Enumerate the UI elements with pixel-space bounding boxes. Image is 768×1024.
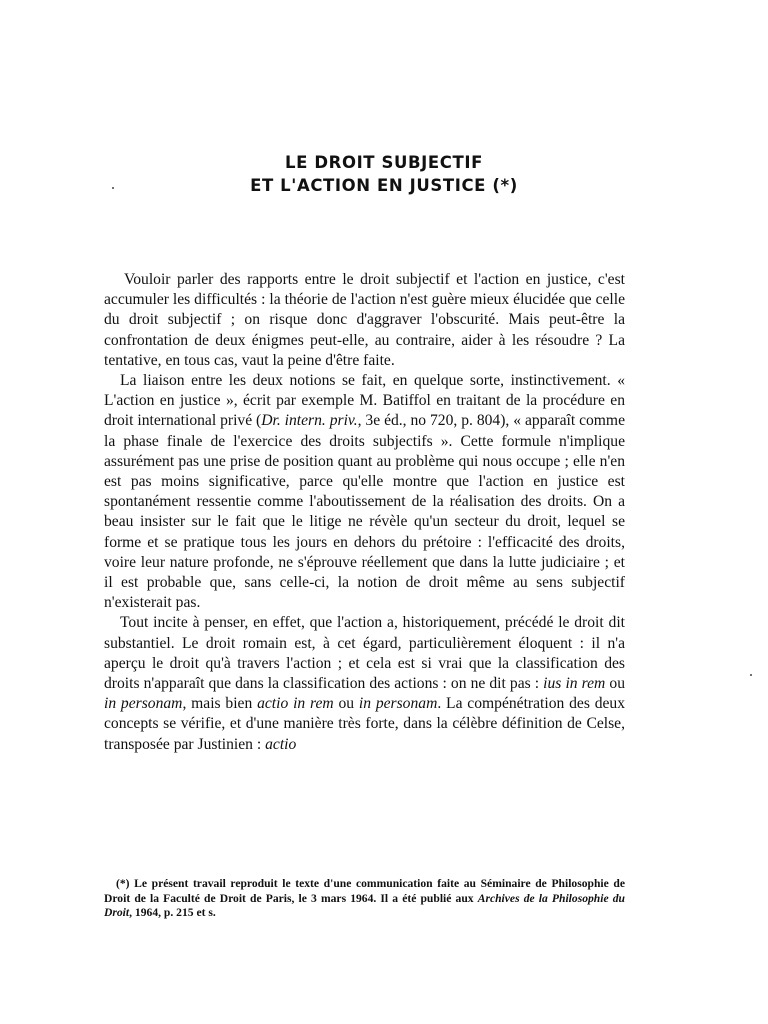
scan-speck: [112, 187, 114, 189]
paragraph-2: [104, 371, 625, 613]
paragraph-3-text-e: . La compénétration des deux concepts se vérifie, et d'une manière très forte, dans la célèbre définition de Celse, transposée par Justinien :: [104, 695, 625, 753]
latin-actio: actio: [265, 735, 297, 753]
latin-in-personam-1: in personam: [104, 695, 183, 713]
footnote-text-a: (*) Le présent travail reproduit le texte d'une communication faite au Séminaire de Philosophie de Droit de la Faculté de Droit de Paris, le 3 mars 1964. Il a été publié aux: [104, 877, 625, 905]
body-text: [104, 270, 625, 755]
footnote: [104, 877, 625, 921]
footnote-journal-title: Archives de la Philosophie du Droit: [104, 891, 625, 919]
paragraph-3-text-c: , mais bien: [182, 695, 258, 713]
latin-actio-in-rem: actio in rem: [257, 695, 334, 713]
paragraph-3-text-a: Tout incite à penser, en effet, que l'action a, historiquement, précédé le droit dit substantiel. Le droit romain est, à cet égard, particulièrement éloquent : il n'a aperçu le droit qu'à travers l'action ; et cela est si vrai que la classification des droits n'apparaît que dans la classification des actions : on ne dit pas :: [104, 614, 625, 693]
citation-dr-intern-priv: Dr. intern. priv.: [261, 412, 358, 430]
title-line-1: LE DROIT SUBJECTIF: [285, 153, 483, 172]
footnote-text-b: , 1964, p. 215 et s.: [129, 906, 216, 919]
paragraph-3-text-b: ou: [605, 675, 625, 693]
latin-ius-in-rem: ius in rem: [543, 675, 606, 693]
paragraph-1: Vouloir parler des rapports entre le droit subjectif et l'action en justice, c'est accumuler les difficultés : la théorie de l'action n'est guère mieux élucidée que celle du droit subjectif ; on risque donc d'aggraver l'obscurité. Mais peut-être la confrontation de deux énigmes peut-elle, au contraire, aider à les résoudre ? La tentative, en tous cas, vaut la peine d'être faite.: [104, 271, 625, 369]
paragraph-3-text-d: ou: [333, 695, 359, 713]
paragraph-2-text-a: La liaison entre les deux notions se fait, en quelque sorte, instinctivement. « L'action en justice », écrit par exemple M. Batiffol en traitant de la procédure en droit international privé (: [104, 372, 625, 430]
paragraph-3: [104, 613, 625, 754]
page-title: [0, 151, 768, 197]
scan-speck: [750, 674, 752, 676]
latin-in-personam-2: in personam: [358, 695, 438, 713]
title-line-2: ET L'ACTION EN JUSTICE (*): [250, 176, 518, 195]
paragraph-2-text-b: , 3e éd., no 720, p. 804), « apparaît comme la phase finale de l'exercice des droits subjectifs ». Cette formule n'implique assurément pas une prise de position quant au problème qui nous occupe ; elle n'en est pas moins significative, parce qu'elle montre que l'action en justice est spontanément ressentie comme l'aboutissement de la réalisation des droits. On a beau insister sur le fait que le litige ne révèle qu'un secteur du droit, lequel se forme et se pratique tous les jours en dehors du prétoire : l'efficacité des droits, voire leur nature profonde, ne s'éprouve réellement que dans la lutte judiciaire ; et il est probable que, sans celle-ci, la notion de droit même au sens subjectif n'existerait pas.: [104, 412, 625, 612]
